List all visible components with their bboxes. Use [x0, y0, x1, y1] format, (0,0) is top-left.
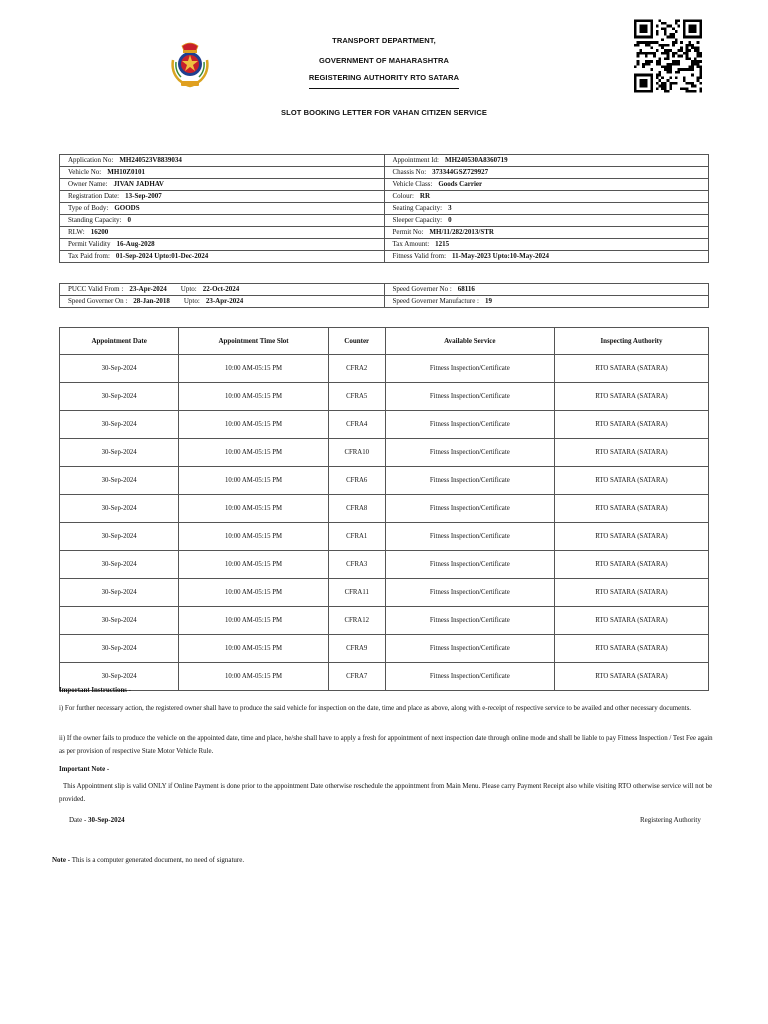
info-cell — [60, 227, 385, 239]
info-value: 19 — [485, 297, 492, 305]
info-label: Sleeper Capacity: — [392, 216, 443, 224]
info-cell — [60, 167, 385, 179]
info-value: 1215 — [435, 240, 450, 248]
table-cell: Fitness Inspection/Certificate — [385, 607, 554, 635]
info-cell — [60, 284, 385, 296]
table-cell: RTO SATARA (SATARA) — [554, 467, 708, 495]
header-authority: REGISTERING AUTHORITY RTO SATARA — [0, 73, 768, 82]
info-label: RLW: — [68, 228, 85, 236]
table-cell: 30-Sep-2024 — [60, 663, 179, 691]
table-cell: 30-Sep-2024 — [60, 495, 179, 523]
info-value: 16200 — [90, 228, 109, 236]
info-row — [60, 191, 709, 203]
table-cell: 30-Sep-2024 — [60, 383, 179, 411]
info-label: Speed Governer On : — [68, 297, 128, 305]
table-cell: RTO SATARA (SATARA) — [554, 411, 708, 439]
table-row — [60, 383, 709, 411]
header-department: TRANSPORT DEPARTMENT, — [332, 36, 436, 45]
column-header: Appointment Time Slot — [179, 328, 328, 355]
info-label: Chassis No: — [392, 168, 427, 176]
instruction-item-1: i) For further necessary action, the registered owner shall have to produce the said vehicle for inspection on the date, time and place as above, along with e-receipt of respective service to be availed and other necessary documents. — [59, 705, 691, 712]
info-cell — [384, 215, 709, 227]
table-cell: CFRA10 — [328, 439, 385, 467]
instruction-item-2: ii) If the owner fails to produce the vehicle on the appointed date, time and place, he/she shall have to apply a fresh for appointment of next inspection date through online mode and shall be liable to pay Fitness Inspection / Test Fee again as per provision of respective State Motor Vehicle Rule. — [59, 735, 713, 755]
table-row — [60, 579, 709, 607]
header-government: GOVERNMENT OF MAHARASHTRA — [319, 56, 449, 65]
info-label: Colour: — [392, 192, 414, 200]
info-cell — [384, 284, 709, 296]
table-cell: CFRA5 — [328, 383, 385, 411]
info-value: 23-Apr-2024 — [205, 297, 244, 305]
vehicle-info-table — [59, 154, 709, 263]
info-cell — [384, 155, 709, 167]
info-label: Upto: — [180, 285, 197, 293]
info-label: Application No: — [68, 156, 114, 164]
table-cell: 10:00 AM-05:15 PM — [179, 411, 328, 439]
info-cell — [60, 203, 385, 215]
table-cell: Fitness Inspection/Certificate — [385, 495, 554, 523]
info-row — [60, 239, 709, 251]
table-cell: Fitness Inspection/Certificate — [385, 383, 554, 411]
table-cell: 10:00 AM-05:15 PM — [179, 383, 328, 411]
info-cell — [384, 239, 709, 251]
important-note-heading: Important Note - — [59, 766, 110, 773]
table-cell: CFRA7 — [328, 663, 385, 691]
info-value: 28-Jan-2018 — [133, 297, 170, 305]
info-value: 23-Apr-2024 — [129, 285, 167, 293]
table-cell: RTO SATARA (SATARA) — [554, 663, 708, 691]
info-value: JIVAN JADHAV — [113, 180, 164, 188]
info-label: Seating Capacity: — [392, 204, 443, 212]
info-cell — [384, 191, 709, 203]
info-row — [60, 215, 709, 227]
info-value: 68116 — [457, 285, 475, 293]
info-label: Registration Date: — [68, 192, 120, 200]
table-row — [60, 635, 709, 663]
table-row — [60, 523, 709, 551]
table-row — [60, 439, 709, 467]
table-cell: 30-Sep-2024 — [60, 467, 179, 495]
column-header: Inspecting Authority — [554, 328, 708, 355]
table-row — [60, 355, 709, 383]
table-cell: CFRA3 — [328, 551, 385, 579]
table-row — [60, 467, 709, 495]
instructions-heading: Important Instructions - — [59, 687, 131, 694]
table-cell: 10:00 AM-05:15 PM — [179, 495, 328, 523]
table-cell: CFRA11 — [328, 579, 385, 607]
info-row — [60, 296, 709, 308]
footer-note: Note - This is a computer generated document, no need of signature. — [52, 856, 245, 864]
table-cell: 30-Sep-2024 — [60, 523, 179, 551]
table-cell: Fitness Inspection/Certificate — [385, 439, 554, 467]
table-cell: RTO SATARA (SATARA) — [554, 551, 708, 579]
info-cell — [60, 179, 385, 191]
table-cell: 30-Sep-2024 — [60, 635, 179, 663]
table-cell: RTO SATARA (SATARA) — [554, 579, 708, 607]
column-header: Appointment Date — [60, 328, 179, 355]
info-label: Speed Governer Manufacture : — [392, 297, 479, 305]
table-cell: RTO SATARA (SATARA) — [554, 439, 708, 467]
table-cell: CFRA9 — [328, 635, 385, 663]
info-value: MH240530A8360719 — [444, 156, 508, 164]
info-value: 0 — [127, 216, 131, 224]
table-cell: Fitness Inspection/Certificate — [385, 635, 554, 663]
info-row — [60, 251, 709, 263]
info-label: Standing Capacity: — [68, 216, 122, 224]
table-cell: RTO SATARA (SATARA) — [554, 523, 708, 551]
table-row — [60, 551, 709, 579]
info-value: MH/11/282/2013/STR — [429, 228, 494, 236]
info-cell — [60, 239, 385, 251]
info-value: RR — [419, 192, 431, 200]
table-cell: CFRA12 — [328, 607, 385, 635]
info-value: 11-May-2023 Upto:10-May-2024 — [452, 252, 550, 260]
info-value: MH10Z0101 — [107, 168, 145, 176]
column-header: Available Service — [385, 328, 554, 355]
table-cell: 30-Sep-2024 — [60, 551, 179, 579]
table-cell: 10:00 AM-05:15 PM — [179, 607, 328, 635]
table-cell: RTO SATARA (SATARA) — [554, 355, 708, 383]
info-label: Appointment Id: — [392, 156, 439, 164]
table-cell: 10:00 AM-05:15 PM — [179, 467, 328, 495]
table-cell: 10:00 AM-05:15 PM — [179, 439, 328, 467]
column-header: Counter — [328, 328, 385, 355]
info-label: PUCC Valid From : — [68, 285, 124, 293]
table-cell: 10:00 AM-05:15 PM — [179, 663, 328, 691]
table-row — [60, 607, 709, 635]
table-cell: CFRA2 — [328, 355, 385, 383]
info-value: 16-Aug-2028 — [116, 240, 155, 248]
info-cell — [384, 296, 709, 308]
info-label: Upto: — [183, 297, 200, 305]
info-cell — [384, 179, 709, 191]
info-cell — [384, 251, 709, 263]
info-value: 373344GSZ729927 — [432, 168, 489, 176]
table-cell: 30-Sep-2024 — [60, 439, 179, 467]
table-cell: Fitness Inspection/Certificate — [385, 579, 554, 607]
table-cell: Fitness Inspection/Certificate — [385, 355, 554, 383]
table-cell: 30-Sep-2024 — [60, 355, 179, 383]
info-value: Goods Carrier — [438, 180, 483, 188]
info-row — [60, 155, 709, 167]
info-value: MH240523V8839034 — [119, 156, 182, 164]
info-cell — [384, 167, 709, 179]
info-label: Permit No: — [392, 228, 424, 236]
table-cell: Fitness Inspection/Certificate — [385, 467, 554, 495]
appointment-table — [59, 327, 709, 691]
important-note-text: This Appointment slip is valid ONLY if Online Payment is done prior to the appointment Date otherwise reschedule the appointment from Main Menu. Please carry Payment Receipt also while visiting RTO otherwise service will not be provided. — [59, 783, 713, 803]
table-cell: CFRA6 — [328, 467, 385, 495]
info-label: Permit Validity — [68, 240, 111, 248]
document-title: SLOT BOOKING LETTER FOR VAHAN CITIZEN SERVICE — [281, 108, 487, 117]
info-row — [60, 179, 709, 191]
table-cell: CFRA1 — [328, 523, 385, 551]
table-cell: 10:00 AM-05:15 PM — [179, 579, 328, 607]
table-cell: CFRA4 — [328, 411, 385, 439]
table-cell: 10:00 AM-05:15 PM — [179, 355, 328, 383]
info-row — [60, 167, 709, 179]
info-cell — [384, 203, 709, 215]
info-cell — [60, 215, 385, 227]
info-cell — [60, 191, 385, 203]
registering-authority: Registering Authority — [640, 816, 701, 824]
table-cell: 10:00 AM-05:15 PM — [179, 523, 328, 551]
info-cell — [60, 296, 385, 308]
pucc-info-table — [59, 283, 709, 308]
info-label: Owner Name: — [68, 180, 108, 188]
table-row — [60, 411, 709, 439]
table-row — [60, 495, 709, 523]
table-cell: 10:00 AM-05:15 PM — [179, 635, 328, 663]
info-value: 01-Sep-2024 Upto:01-Dec-2024 — [115, 252, 209, 260]
info-label: Tax Paid from: — [68, 252, 110, 260]
table-cell: Fitness Inspection/Certificate — [385, 411, 554, 439]
info-row — [60, 227, 709, 239]
info-label: Tax Amount: — [392, 240, 430, 248]
info-cell — [60, 251, 385, 263]
table-cell: 10:00 AM-05:15 PM — [179, 551, 328, 579]
info-cell — [384, 227, 709, 239]
table-cell: RTO SATARA (SATARA) — [554, 635, 708, 663]
info-value: 0 — [448, 216, 452, 224]
table-cell: Fitness Inspection/Certificate — [385, 663, 554, 691]
info-value: GOODS — [114, 204, 140, 212]
info-label: Fitness Valid from: — [392, 252, 447, 260]
info-value: 3 — [448, 204, 452, 212]
table-cell: Fitness Inspection/Certificate — [385, 523, 554, 551]
date-line: Date - 30-Sep-2024 — [69, 816, 125, 824]
info-label: Vehicle No: — [68, 168, 102, 176]
table-cell: RTO SATARA (SATARA) — [554, 607, 708, 635]
info-row — [60, 203, 709, 215]
info-value: 22-Oct-2024 — [202, 285, 240, 293]
info-label: Speed Governer No : — [392, 285, 452, 293]
table-cell: RTO SATARA (SATARA) — [554, 495, 708, 523]
info-value: 13-Sep-2007 — [125, 192, 162, 200]
info-label: Type of Body: — [68, 204, 109, 212]
info-cell — [60, 155, 385, 167]
table-cell: 30-Sep-2024 — [60, 579, 179, 607]
table-cell: 30-Sep-2024 — [60, 411, 179, 439]
table-cell: RTO SATARA (SATARA) — [554, 383, 708, 411]
table-cell: Fitness Inspection/Certificate — [385, 551, 554, 579]
table-cell: 30-Sep-2024 — [60, 607, 179, 635]
table-cell: CFRA8 — [328, 495, 385, 523]
info-row — [60, 284, 709, 296]
info-label: Vehicle Class: — [392, 180, 433, 188]
